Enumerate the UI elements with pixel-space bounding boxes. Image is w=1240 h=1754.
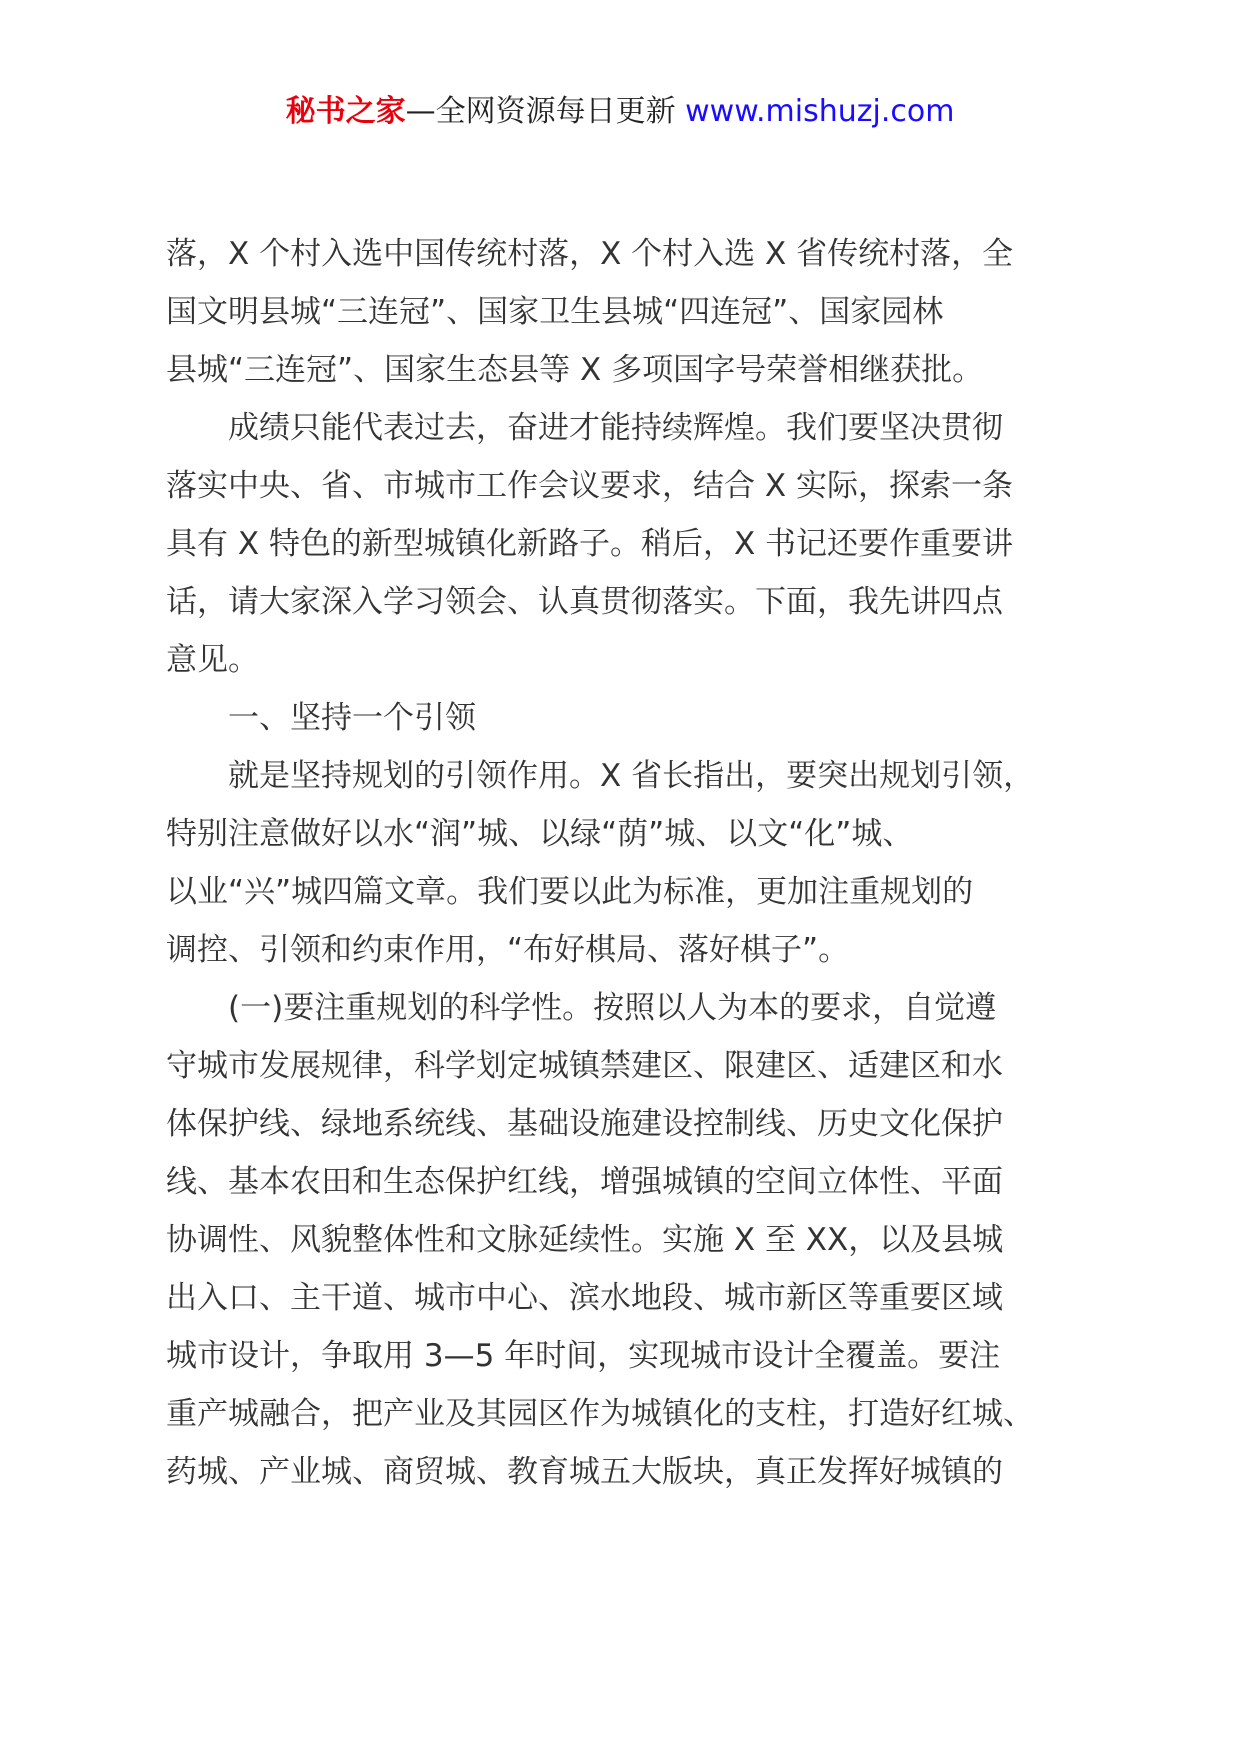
text-line: 县城“三连冠”、国家生态县等 X 多项国字号荣誉相继获批。 bbox=[166, 352, 984, 388]
text-line: 就是坚持规划的引领作用。X 省长指出，要突出规划引领， bbox=[166, 758, 1035, 794]
brand-name: 秘书之家 bbox=[285, 94, 406, 129]
text-line: 药城、产业城、商贸城、教育城五大版块，真正发挥好城镇的 bbox=[166, 1454, 1003, 1490]
text-line: 守城市发展规律，科学划定城镇禁建区、限建区、适建区和水 bbox=[166, 1048, 1003, 1084]
text-line: (一)要注重规划的科学性。按照以人为本的要求，自觉遵 bbox=[166, 990, 997, 1026]
text-line: 特别注意做好以水“润”城、以绿“荫”城、以文“化”城、 bbox=[166, 816, 914, 852]
text-line: 调控、引领和约束作用，“布好棋局、落好棋子”。 bbox=[166, 932, 850, 968]
header-tagline: —全网资源每日更新 bbox=[405, 94, 676, 129]
text-line: 以业“兴”城四篇文章。我们要以此为标准，更加注重规划的 bbox=[166, 874, 974, 910]
document-body bbox=[166, 225, 1096, 1501]
text-line: 落，X 个村入选中国传统村落，X 个村入选 X 省传统村落，全 bbox=[166, 236, 1014, 272]
text-line: 话，请大家深入学习领会、认真贯彻落实。下面，我先讲四点 bbox=[166, 584, 1003, 620]
text-line: 城市设计，争取用 3—5 年时间，实现城市设计全覆盖。要注 bbox=[166, 1338, 1001, 1374]
text-line: 线、基本农田和生态保护红线，增强城镇的空间立体性、平面 bbox=[166, 1164, 1003, 1200]
text-line: 具有 X 特色的新型城镇化新路子。稍后，X 书记还要作重要讲 bbox=[166, 526, 1014, 562]
text-line: 体保护线、绿地系统线、基础设施建设控制线、历史文化保护 bbox=[166, 1106, 1003, 1142]
section-heading: 一、坚持一个引领 bbox=[166, 700, 476, 736]
text-line: 意见。 bbox=[166, 642, 259, 678]
text-line: 重产城融合，把产业及其园区作为城镇化的支柱，打造好红城、 bbox=[166, 1396, 1034, 1432]
text-line: 协调性、风貌整体性和文脉延续性。实施 X 至 XX，以及县城 bbox=[166, 1222, 1004, 1258]
website-link[interactable]: www.mishuzj.com bbox=[685, 94, 955, 129]
text-line: 落实中央、省、市城市工作会议要求，结合 X 实际，探索一条 bbox=[166, 468, 1013, 504]
text-line: 成绩只能代表过去，奋进才能持续辉煌。我们要坚决贯彻 bbox=[166, 410, 1003, 446]
page-header bbox=[0, 92, 1240, 132]
text-line: 出入口、主干道、城市中心、滨水地段、城市新区等重要区域 bbox=[166, 1280, 1003, 1316]
text-line: 国文明县城“三连冠”、国家卫生县城“四连冠”、国家园林 bbox=[166, 294, 944, 330]
